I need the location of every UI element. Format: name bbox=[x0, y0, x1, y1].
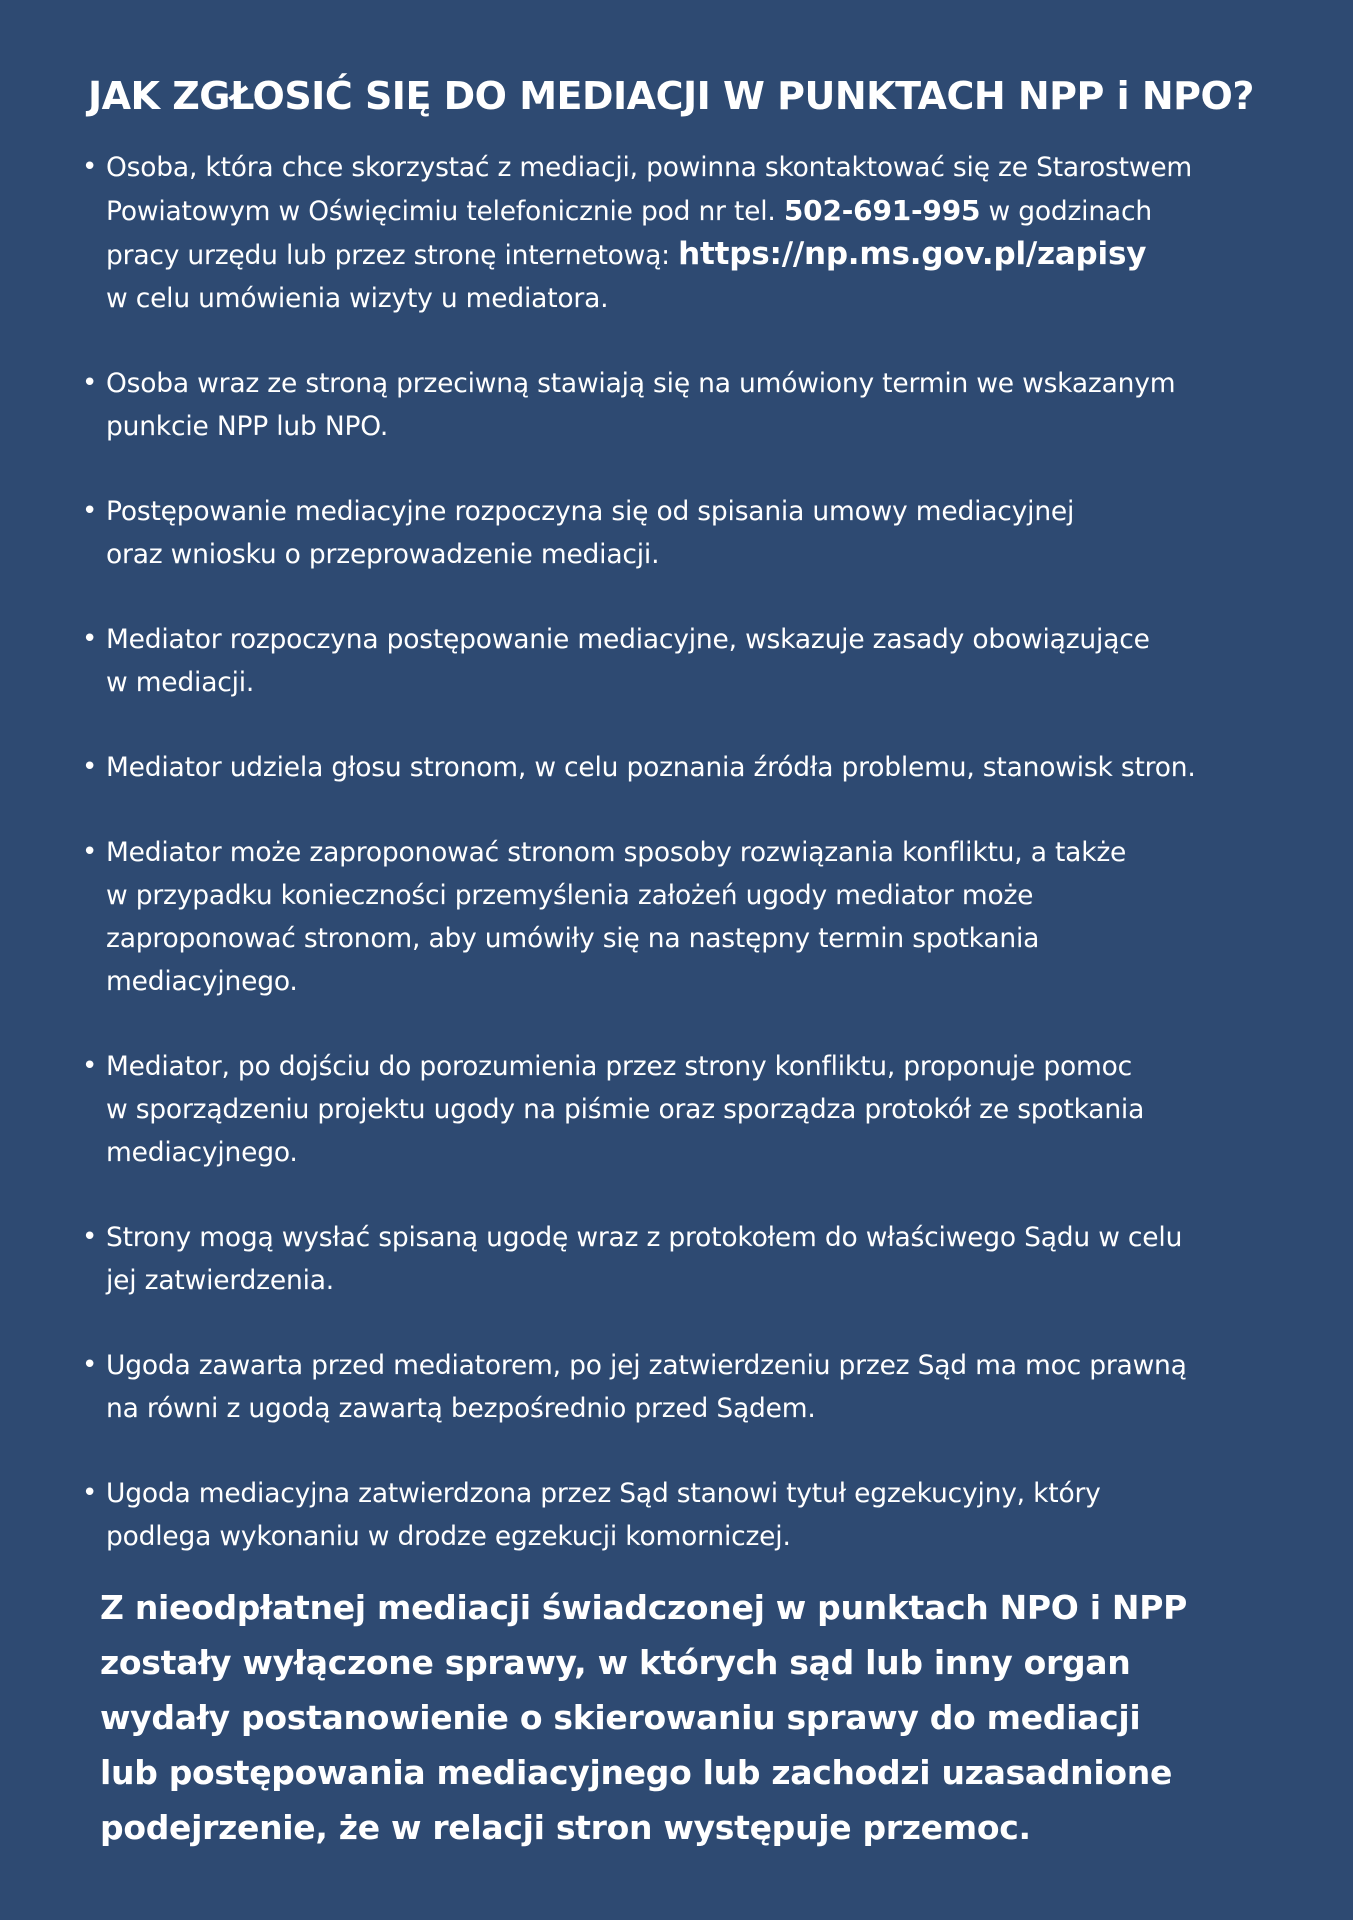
note-line: Z nieodpłatnej mediacji świadczonej w punktach NPO i NPP bbox=[100, 1588, 1188, 1627]
list-item bbox=[80, 831, 1320, 1003]
list-item bbox=[80, 490, 1320, 576]
list-item bbox=[80, 1216, 1320, 1302]
phone-number: 502-691-995 bbox=[783, 194, 981, 227]
step-line: Postępowanie mediacyjne rozpoczyna się od spisania umowy mediacyjnej bbox=[106, 496, 1075, 527]
bullet-icon: • bbox=[82, 1350, 98, 1380]
bullet-icon: • bbox=[82, 624, 98, 654]
step-line: Mediator udziela głosu stronom, w celu poznania źródła problemu, stanowisk stron. bbox=[106, 752, 1196, 783]
note-line: lub postępowania mediacyjnego lub zachodzi uzasadnione bbox=[100, 1753, 1173, 1792]
bullet-icon: • bbox=[82, 837, 98, 867]
step-text: Powiatowym w Oświęcimiu telefonicznie pod nr tel. bbox=[106, 196, 776, 227]
list-item bbox=[80, 746, 1320, 789]
step-line: mediacyjnego. bbox=[106, 966, 298, 997]
step-line: Strony mogą wysłać spisaną ugodę wraz z protokołem do właściwego Sądu w celu bbox=[106, 1222, 1183, 1253]
exclusion-note bbox=[100, 1580, 1260, 1855]
step-line: Mediator rozpoczyna postępowanie mediacyjne, wskazuje zasady obowiązujące bbox=[106, 624, 1150, 655]
list-item bbox=[80, 618, 1320, 704]
step-line: w mediacji. bbox=[106, 667, 255, 698]
list-item bbox=[80, 1472, 1320, 1558]
list-item bbox=[80, 146, 1320, 320]
step-line: na równi z ugodą zawartą bezpośrednio przed Sądem. bbox=[106, 1393, 816, 1424]
step-line: zaproponować stronom, aby umówiły się na następny termin spotkania bbox=[106, 923, 1040, 954]
step-text: pracy urzędu lub przez stronę internetową: bbox=[106, 240, 670, 271]
note-line: zostały wyłączone sprawy, w których sąd lub inny organ bbox=[100, 1643, 1131, 1682]
step-line: jej zatwierdzenia. bbox=[106, 1265, 335, 1296]
list-item bbox=[80, 1344, 1320, 1430]
step-line: mediacyjnego. bbox=[106, 1137, 298, 1168]
step-line: Mediator, po dojściu do porozumienia przez strony konfliktu, proponuje pomoc bbox=[106, 1051, 1132, 1082]
bullet-icon: • bbox=[82, 496, 98, 526]
step-line: Osoba wraz ze stroną przeciwną stawiają się na umówiony termin we wskazanym bbox=[106, 368, 1176, 399]
bullet-icon: • bbox=[82, 752, 98, 782]
bullet-icon: • bbox=[82, 1478, 98, 1508]
page-title: JAK ZGŁOSIĆ SIĘ DO MEDIACJI W PUNKTACH NPP i NPO? bbox=[88, 74, 1254, 118]
note-line: podejrzenie, że w relacji stron występuje przemoc. bbox=[100, 1808, 1031, 1847]
registration-url: https://np.ms.gov.pl/zapisy bbox=[678, 236, 1147, 272]
bullet-icon: • bbox=[82, 152, 98, 182]
bullet-icon: • bbox=[82, 368, 98, 398]
list-item bbox=[80, 362, 1320, 448]
step-line: podlega wykonaniu w drodze egzekucji komorniczej. bbox=[106, 1521, 791, 1552]
step-line: Ugoda mediacyjna zatwierdzona przez Sąd stanowi tytuł egzekucyjny, który bbox=[106, 1478, 1101, 1509]
step-line: oraz wniosku o przeprowadzenie mediacji. bbox=[106, 539, 660, 570]
note-line: wydały postanowienie o skierowaniu sprawy do mediacji bbox=[100, 1698, 1141, 1737]
step-line: Ugoda zawarta przed mediatorem, po jej zatwierdzeniu przez Sąd ma moc prawną bbox=[106, 1350, 1187, 1381]
step-line: w przypadku konieczności przemyślenia założeń ugody mediator może bbox=[106, 880, 1034, 911]
step-line: w celu umówienia wizyty u mediatora. bbox=[106, 283, 609, 314]
step-line: punkcie NPP lub NPO. bbox=[106, 411, 389, 442]
step-line bbox=[106, 189, 1320, 233]
step-line: Mediator może zaproponować stronom sposoby rozwiązania konfliktu, a także bbox=[106, 837, 1127, 868]
list-item bbox=[80, 1045, 1320, 1174]
mediation-steps-list bbox=[80, 146, 1320, 1600]
step-line bbox=[106, 233, 1320, 277]
step-line: Osoba, która chce skorzystać z mediacji, powinna skontaktować się ze Starostwem bbox=[106, 152, 1193, 183]
step-text: w godzinach bbox=[988, 196, 1152, 227]
bullet-icon: • bbox=[82, 1051, 98, 1081]
step-line: w sporządzeniu projektu ugody na piśmie oraz sporządza protokół ze spotkania bbox=[106, 1094, 1145, 1125]
bullet-icon: • bbox=[82, 1222, 98, 1252]
